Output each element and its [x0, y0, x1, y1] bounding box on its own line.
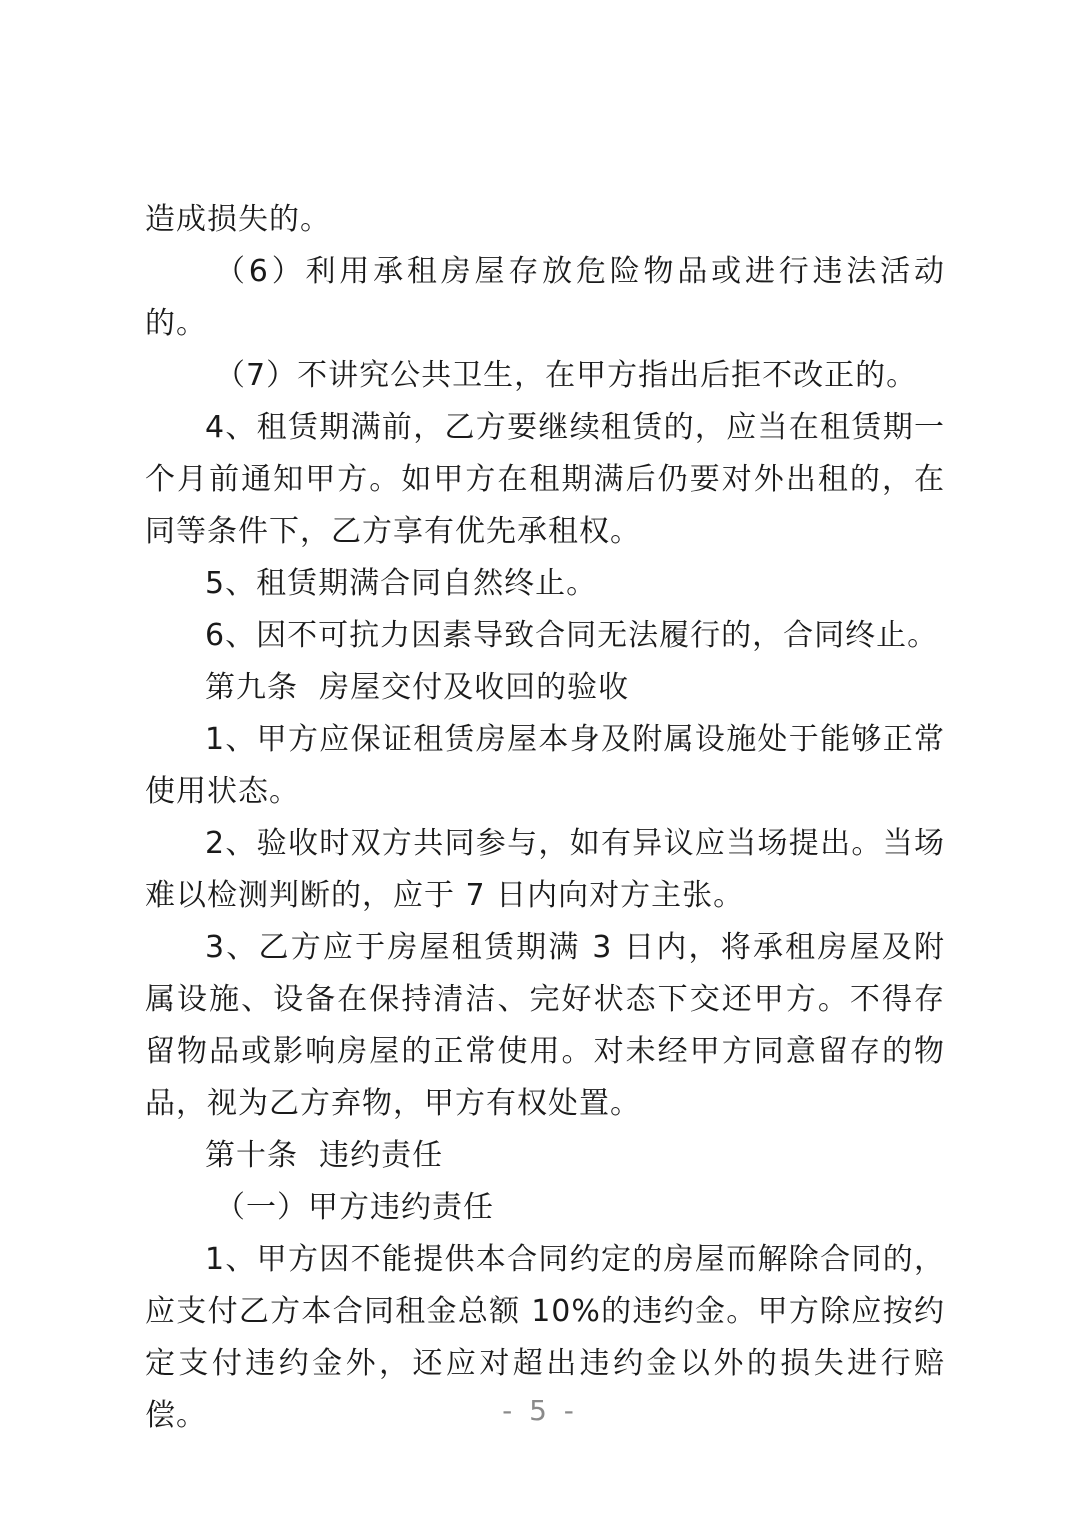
- paragraph-article-10-item-1: 1、甲方因不能提供本合同约定的房屋而解除合同的，应支付乙方本合同租金总额 10%的违约金。甲方除应按约定支付违约金外，还应对超出违约金以外的损失进行赔偿。: [145, 1242, 945, 1433]
- document-body: [145, 194, 945, 1442]
- paragraph-clause-4: 4、租赁期满前，乙方要继续租赁的，应当在租赁期一个月前通知甲方。如甲方在租期满后仍要对外出租的，在同等条件下，乙方享有优先承租权。: [145, 410, 945, 549]
- article-10-heading: 第十条 违约责任: [205, 1138, 444, 1173]
- article-10-subheading-party-a: （一）甲方违约责任: [215, 1190, 494, 1225]
- paragraph-item-7: （7）不讲究公共卫生，在甲方指出后拒不改正的。: [215, 358, 918, 393]
- paragraph-article-9-item-2: 2、验收时双方共同参与，如有异议应当场提出。当场难以检测判断的，应于 7 日内向对方主张。: [145, 826, 945, 913]
- paragraph-item-6: （6）利用承租房屋存放危险物品或进行违法活动的。: [145, 254, 945, 341]
- paragraph-clause-6: 6、因不可抗力因素导致合同无法履行的，合同终止。: [205, 618, 939, 653]
- paragraph-continuation: 造成损失的。: [145, 202, 331, 237]
- paragraph-article-9-item-3: 3、乙方应于房屋租赁期满 3 日内，将承租房屋及附属设施、设备在保持清洁、完好状态下交还甲方。不得存留物品或影响房屋的正常使用。对未经甲方同意留存的物品，视为乙方弃物，甲方有权处置。: [145, 930, 945, 1121]
- article-9-heading: 第九条 房屋交付及收回的验收: [205, 670, 630, 705]
- paragraph-article-9-item-1: 1、甲方应保证租赁房屋本身及附属设施处于能够正常使用状态。: [145, 722, 945, 809]
- page-number: - 5 -: [502, 1394, 578, 1427]
- paragraph-clause-5: 5、租赁期满合同自然终止。: [205, 566, 598, 601]
